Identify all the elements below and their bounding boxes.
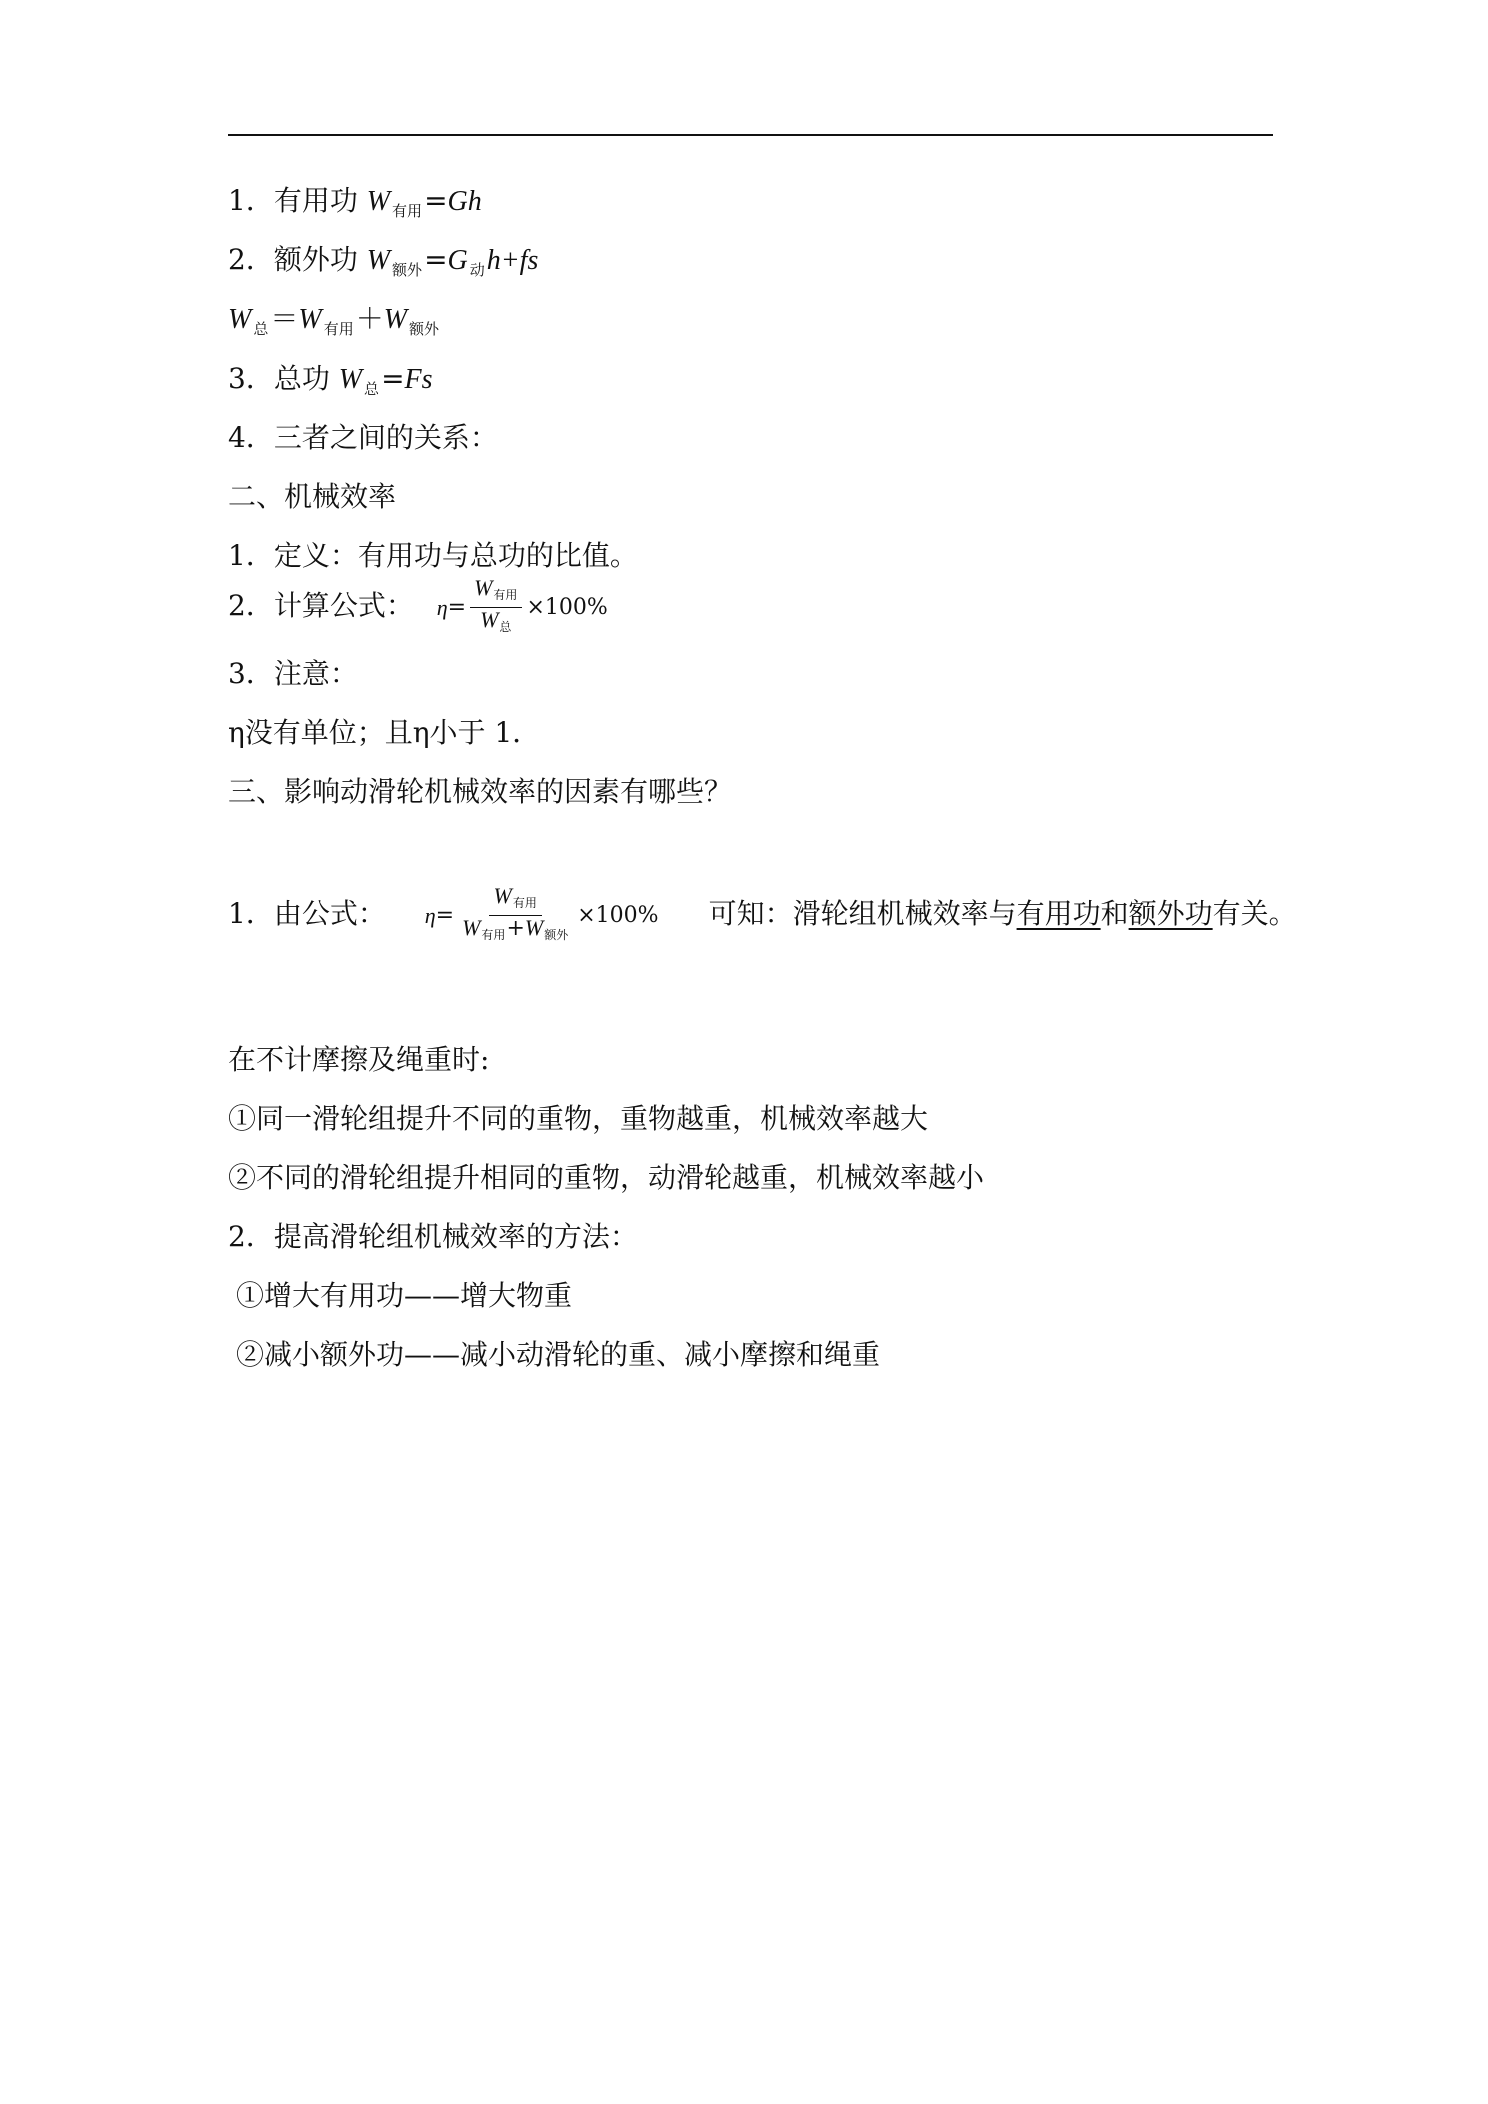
symbol-w: W: [480, 607, 499, 632]
symbol-w: W: [338, 364, 363, 395]
fraction: [458, 884, 573, 947]
condition-line: 在不计摩擦及绳重时:: [228, 1043, 490, 1076]
fraction-denominator: [476, 608, 516, 639]
symbol-g: G: [447, 245, 468, 276]
note-text: η没有单位；且η小于 1．: [228, 716, 541, 749]
conclusion-text: 和: [1100, 897, 1129, 930]
symbol-w: W: [524, 915, 544, 940]
times-hundred-percent: ×100%: [526, 594, 608, 620]
symbol-w: W: [228, 304, 252, 335]
conclusion-text: 有关。: [1212, 897, 1297, 930]
subscript: 有用: [512, 896, 537, 910]
method-one: ①增大有用功——增大物重: [236, 1279, 573, 1312]
section-mechanical-efficiency: 二、机械效率: [228, 480, 397, 513]
section-influencing-factors: 三、影响动滑轮机械效率的因素有哪些？: [228, 775, 733, 808]
definition-line: 1．定义：有用功与总功的比值。: [228, 539, 638, 572]
extra-work-line: [228, 240, 538, 290]
extra-work-label: 2．额外功: [228, 243, 367, 276]
efficiency-formula: [437, 576, 608, 639]
underlined-useful-work: 有用功: [1016, 897, 1101, 930]
conclusion-text: 可知：滑轮组机械效率与: [708, 897, 1017, 930]
underlined-extra-work: 额外功: [1128, 897, 1213, 930]
symbol-w: W: [462, 915, 481, 940]
symbol-w: W: [474, 575, 493, 600]
formula-label: 2．计算公式：: [228, 589, 414, 622]
subscript: 额外: [544, 928, 569, 942]
useful-work-label: 1．有用功: [228, 184, 367, 217]
methods-heading: 2．提高滑轮组机械效率的方法：: [228, 1220, 638, 1253]
subscript: 动: [469, 261, 485, 279]
pulley-efficiency-formula: [425, 884, 659, 948]
symbol-w: W: [366, 186, 391, 217]
subscript: 总: [364, 380, 380, 398]
subscript: 有用: [392, 202, 423, 220]
fraction-numerator: [470, 576, 522, 608]
fraction-numerator: [489, 884, 541, 916]
fraction: [470, 576, 522, 639]
symbol-w: W: [298, 304, 322, 335]
relation-heading: 4．三者之间的关系：: [228, 421, 498, 454]
formula-rhs: h+fs: [486, 245, 539, 276]
total-work-label: 3．总功: [228, 362, 339, 395]
symbol-w: W: [493, 883, 512, 908]
equals-sign: =: [381, 362, 405, 395]
method-two: ②减小额外功——减小动滑轮的重、减小摩擦和绳重: [236, 1338, 881, 1371]
subscript: 有用: [493, 588, 518, 602]
formula-rhs: Fs: [404, 364, 433, 395]
formula-rhs: Gh: [447, 186, 482, 217]
factor-formula-line: [228, 882, 1297, 948]
symbol-w: W: [366, 245, 391, 276]
equals-sign: =: [424, 243, 448, 276]
rule-two: ②不同的滑轮组提升相同的重物，动滑轮越重，机械效率越小: [228, 1161, 985, 1194]
note-heading: 3．注意：: [228, 657, 358, 690]
total-work-relation-line: [228, 299, 441, 349]
subscript: 总: [253, 320, 269, 338]
eta-symbol: η: [424, 902, 436, 928]
equals-sign: =: [424, 184, 448, 217]
eta-symbol: η: [436, 594, 448, 620]
formula-label: 1．由公式：: [228, 897, 386, 930]
formula-line: [228, 576, 648, 639]
subscript: 有用: [323, 320, 354, 338]
subscript: 有用: [481, 928, 506, 942]
subscript: 总: [499, 620, 512, 634]
rule-one: ①同一滑轮组提升不同的重物，重物越重，机械效率越大: [228, 1102, 929, 1135]
header-rule: [228, 134, 1273, 136]
equals-sign: ＝: [270, 302, 299, 335]
subscript: 额外: [392, 261, 423, 279]
equals-sign: =: [435, 902, 455, 928]
symbol-w: W: [383, 304, 408, 335]
plus-sign: ＋: [355, 302, 384, 335]
plus-sign: +: [506, 916, 525, 941]
total-work-line: [228, 359, 433, 409]
times-hundred-percent: ×100%: [577, 902, 659, 928]
fraction-denominator: [458, 916, 573, 947]
equals-sign: =: [447, 594, 467, 620]
useful-work-line: [228, 181, 482, 231]
subscript: 额外: [409, 320, 440, 338]
